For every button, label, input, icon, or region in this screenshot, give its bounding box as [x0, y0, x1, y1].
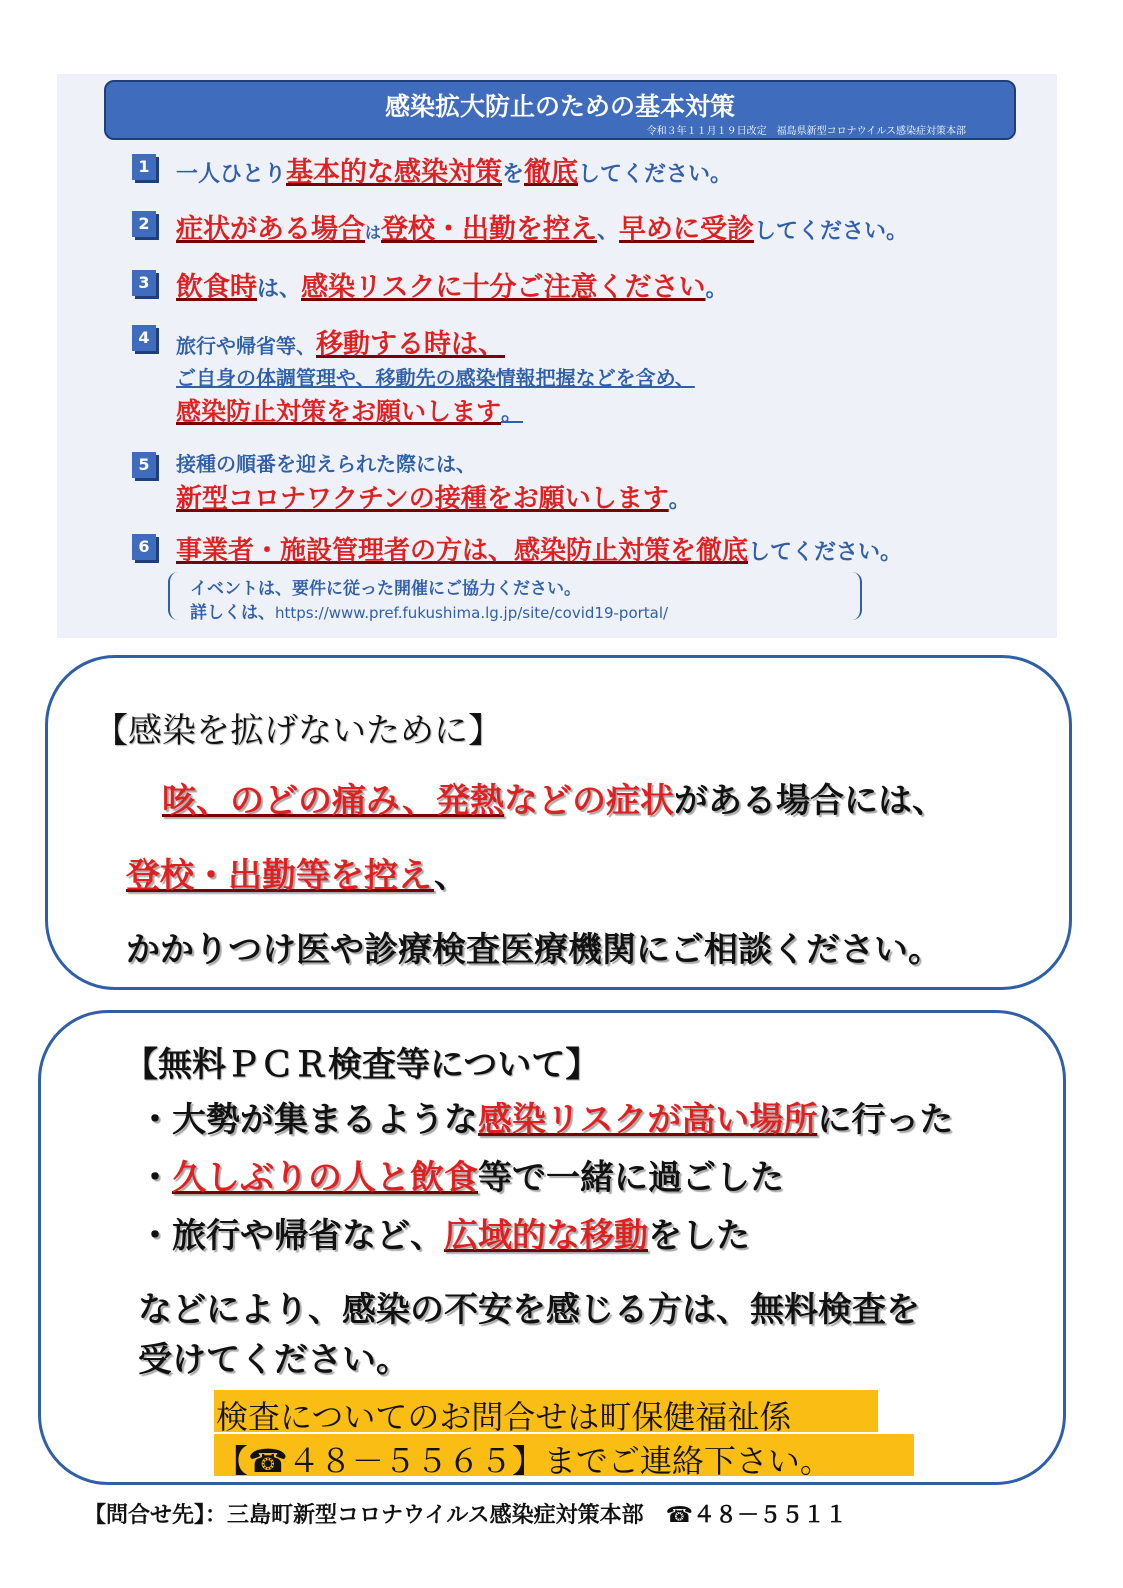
item-emphasis: 登校・出勤を控え	[381, 214, 598, 245]
item-number-1: 1	[132, 154, 156, 180]
measure-item-6	[176, 530, 902, 567]
item-number-6: 6	[132, 534, 156, 560]
symptom-text: などの症状	[504, 781, 675, 821]
item-text: してください。	[578, 162, 733, 187]
pcr-bullet-2	[138, 1150, 784, 1199]
event-note: イベントは、要件に従った開催にご協力ください。	[190, 579, 581, 599]
prevention-line-2	[126, 848, 468, 897]
left-bracket	[168, 572, 180, 620]
item-text: 接種の順番を迎えられた際には、	[176, 452, 476, 476]
item-emphasis: 飲食時	[176, 272, 257, 303]
item-number-3: 3	[132, 270, 156, 296]
bullet-text: ・大勢が集まるような	[138, 1100, 478, 1140]
pcr-heading: 【無料ＰＣＲ検査等について】	[124, 1045, 600, 1085]
pcr-bullet-3	[138, 1208, 750, 1257]
refrain-emphasis: 登校・出勤等を控え	[126, 856, 435, 896]
item-emphasis: 基本的な感染対策	[286, 157, 503, 188]
symptom-emphasis: 咳、のどの痛み、発熱	[162, 781, 505, 821]
punctuation: 、	[434, 856, 469, 896]
measure-item-2	[176, 207, 908, 246]
prevention-line-3: かかりつけ医や診療検査医療機関にご相談ください。	[126, 930, 942, 970]
event-link-prefix: 詳しくは、	[190, 603, 275, 623]
item-number-4: 4	[132, 325, 156, 351]
measure-item-4-line1	[176, 322, 505, 361]
item-text: は	[365, 223, 382, 242]
title-bar	[104, 80, 1016, 140]
item-text: は、	[257, 277, 302, 302]
pcr-paragraph-1: などにより、感染の不安を感じる方は、無料検査を	[138, 1290, 920, 1330]
revision-note: 令和３年１１月１９日改定 福島県新型コロナウイルス感染症対策本部	[646, 126, 966, 137]
item-emphasis: 事業者・施設管理者の方は、感染防止対策を徹底	[176, 536, 749, 566]
measure-item-4-line3	[176, 392, 523, 428]
prevention-line-1	[162, 773, 946, 822]
measure-item-1	[176, 150, 732, 189]
item-emphasis: 感染リスクに十分ご注意ください	[301, 272, 706, 303]
bullet-emphasis: 久しぶりの人と飲食	[172, 1158, 478, 1198]
item-text: 、	[597, 219, 620, 244]
bullet-text: をした	[648, 1216, 750, 1256]
item-emphasis: 徹底	[524, 157, 579, 188]
contact-line-1: 検査についてのお問合せは町保健福祉係	[216, 1398, 792, 1436]
item-number-5: 5	[132, 452, 156, 478]
right-bracket	[850, 572, 862, 620]
measure-item-3	[176, 265, 728, 304]
bullet-text: ・	[138, 1158, 172, 1198]
bullet-text: に行った	[817, 1100, 954, 1140]
item-emphasis: 症状がある場合	[176, 214, 365, 245]
item-text: を	[502, 162, 525, 187]
measure-item-5-line2	[176, 478, 691, 515]
pcr-bullet-1	[138, 1092, 953, 1141]
measure-item-5-line1	[176, 448, 476, 477]
bullet-text: 等で一緒に過ごした	[478, 1158, 784, 1198]
item-text: してください。	[754, 219, 909, 244]
item-number-2: 2	[132, 211, 156, 237]
item-emphasis: 感染防止対策をお願いします	[176, 397, 502, 426]
measure-item-4-line2	[176, 362, 695, 391]
bullet-text: ・旅行や帰省など、	[138, 1216, 444, 1256]
footer-contact: 【問合せ先】：三島町新型コロナウイルス感染症対策本部 ☎４８－５５１１	[84, 1503, 848, 1528]
item-text: 旅行や帰省等、	[176, 334, 316, 358]
contact-line-2: 【☎４８－５５６５】までご連絡下さい。	[216, 1442, 832, 1480]
item-emphasis: 移動する時は、	[316, 329, 505, 360]
item-emphasis: 新型コロナワクチンの接種をお願いします	[176, 484, 669, 514]
bullet-emphasis: 広域的な移動	[444, 1216, 648, 1256]
prevention-heading: 【感染を拡げないために】	[94, 711, 502, 751]
item-text: してください。	[748, 540, 903, 565]
item-emphasis: 早めに受診	[619, 214, 755, 245]
portal-link[interactable]: https://www.pref.fukushima.lg.jp/site/covid19-portal/	[275, 604, 669, 622]
item-text: 一人ひとり	[176, 162, 287, 187]
condition-text: がある場合には、	[674, 781, 947, 821]
bullet-emphasis: 感染リスクが高い場所	[478, 1100, 818, 1140]
item-text: 。	[668, 488, 691, 513]
item-text: ご自身の体調管理や、移動先の感染情報把握などを含め、	[176, 366, 695, 390]
page-title: 感染拡大防止のための基本対策	[384, 92, 735, 121]
event-link-line	[190, 598, 668, 623]
pcr-paragraph-2: 受けてください。	[138, 1340, 410, 1380]
item-text: 。	[705, 277, 728, 302]
item-text: 。	[501, 401, 524, 426]
